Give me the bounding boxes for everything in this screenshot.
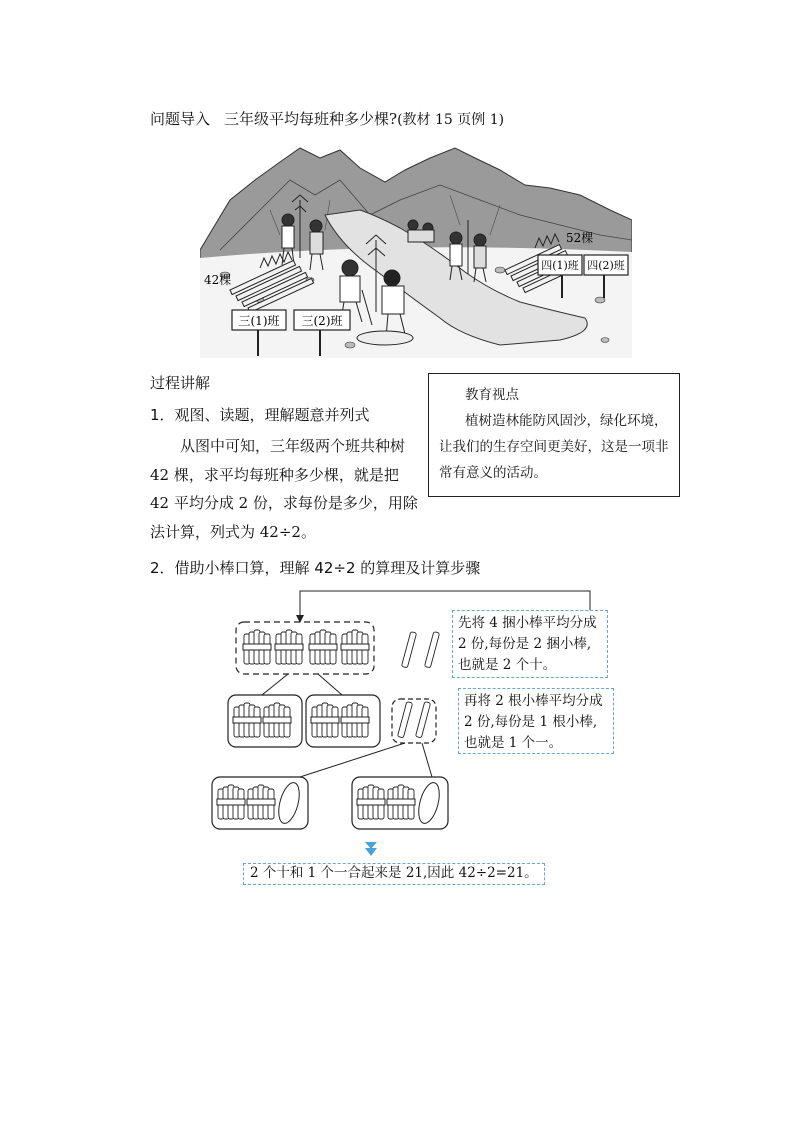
tree-planting-illustration xyxy=(200,140,632,358)
education-viewpoint-box xyxy=(428,373,680,497)
bundle-icon xyxy=(309,630,337,664)
sidebar-title: 教育视点 xyxy=(465,387,519,403)
step2-heading: 2．借助小棒口算，理解 42÷2 的算理及计算步骤 xyxy=(150,559,481,577)
down-arrow-icon xyxy=(365,842,377,856)
sign-left-1: 三(1)班 xyxy=(238,314,280,328)
bundle-icon xyxy=(243,630,271,664)
count-right: 52棵 xyxy=(566,231,594,245)
note-tens: 先将 4 捆小棒平均分成 2 份,每份是 2 捆小棒,也就是 2 个十。 xyxy=(452,610,608,678)
bundle-icon xyxy=(341,630,369,664)
count-left: 42棵 xyxy=(204,273,232,287)
bundle-icon xyxy=(275,630,303,664)
sidebar-body: 植树造林能防风固沙，绿化环境，让我们的生存空间更美好，这是一项非常有意义的活动。 xyxy=(439,413,669,481)
section-heading: 过程讲解 xyxy=(150,374,211,392)
intro-line xyxy=(150,108,504,129)
intro-question: 三年级平均每班种多少棵? xyxy=(224,110,398,128)
note-ones: 再将 2 根小棒平均分成 2 份,每份是 1 根小棒,也就是 1 个一。 xyxy=(458,688,614,754)
sign-left-2: 三(2)班 xyxy=(301,314,343,328)
sign-right-1: 四(1)班 xyxy=(541,259,579,272)
step1-heading: 1．观图、读题，理解题意并列式 xyxy=(150,406,370,424)
step1-paragraph: 从图中可知，三年级两个班共种树 42 棵，求平均每班种多少棵，就是把 42 平均分成 2 份，求每份是多少，用除法计算，列式为 42÷2。 xyxy=(150,437,418,541)
sign-right-2: 四(2)班 xyxy=(587,259,625,272)
result-line: 2 个十和 1 个一合起来是 21,因此 42÷2=21。 xyxy=(243,863,545,885)
intro-reference: (教材 15 页例 1) xyxy=(397,112,505,128)
intro-label: 问题导入 xyxy=(150,110,211,128)
